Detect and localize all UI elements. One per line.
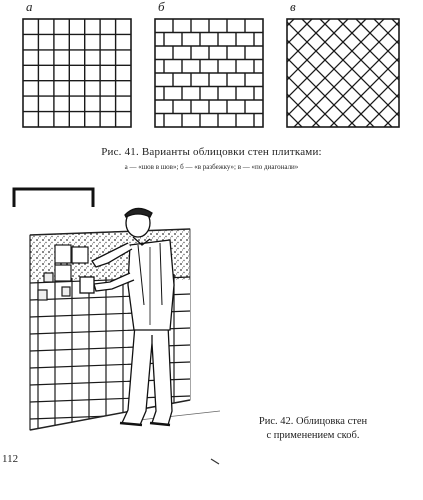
figure-41-legend: а — «шов в шов»; б — «в разбежку»; в — «по диагонали» <box>124 163 299 171</box>
figure-42-caption <box>218 415 408 443</box>
figure-41-caption: Рис. 41. Варианты облицовки стен плитками: <box>101 146 322 158</box>
tile-pattern-running-bond <box>154 18 266 130</box>
tile-pattern-diagonal <box>286 18 402 130</box>
bracket-icon <box>14 189 93 207</box>
panel-label-v: в <box>290 0 296 14</box>
figure-42-caption-line2: с применением скоб. <box>266 430 360 441</box>
figure-42-caption-line1: Рис. 42. Облицовка стен <box>258 416 368 427</box>
worker-tiling-illustration <box>0 185 423 445</box>
tile-pattern-grid <box>22 18 134 130</box>
panel-label-b: б <box>158 0 165 14</box>
stray-mark <box>210 458 222 466</box>
panel-label-a: а <box>26 0 33 14</box>
page-number: 112 <box>2 453 19 465</box>
